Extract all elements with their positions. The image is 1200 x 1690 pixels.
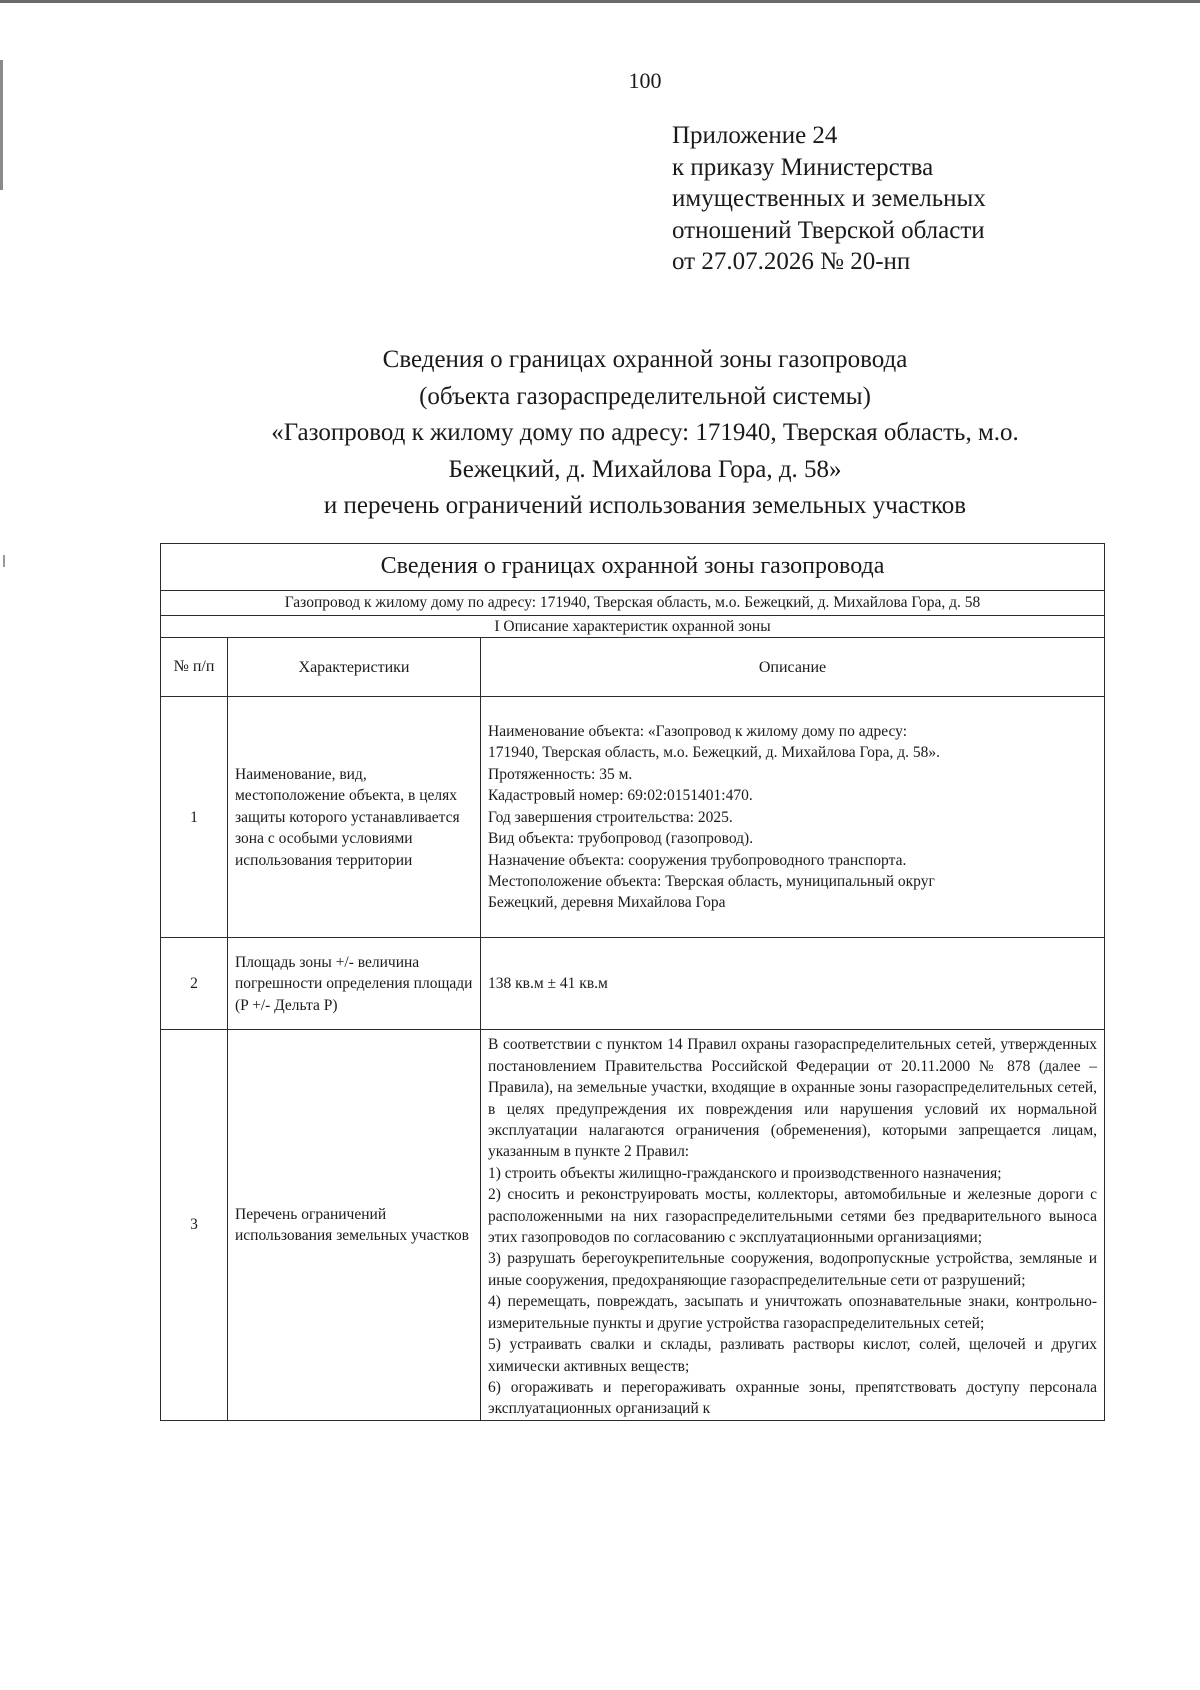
row-number: 2 <box>161 938 228 1030</box>
appendix-line: от 27.07.2026 № 20-нп <box>672 248 911 275</box>
title-line: (объекта газораспределительной системы) <box>419 382 871 410</box>
appendix-line: отношений Тверской области <box>672 216 985 244</box>
row-characteristic: Наименование, вид, местоположение объекта, в целях защиты которого устанавливается зона с особыми условиями использования территории <box>228 697 481 938</box>
description-paragraph: 3) разрушать берегоукрепительные сооружения, водопропускные устройства, земляные и иные сооружения, предохраняющие газораспределительные сети от разрушений; <box>488 1250 1097 1289</box>
description-line: Назначение объекта: сооружения трубопроводного транспорта. <box>488 851 907 869</box>
table-header: Сведения о границах охранной зоны газопровода <box>161 544 1105 591</box>
description-line: Наименование объекта: «Газопровод к жилому дому по адресу: <box>488 723 908 741</box>
appendix-line: Приложение 24 <box>672 122 838 149</box>
row-number: 3 <box>161 1030 228 1420</box>
table-row <box>161 1030 1105 1420</box>
description-line: 171940, Тверская область, м.о. Бежецкий, д. Михайлова Гора, д. 58». <box>488 744 940 762</box>
column-header-characteristics: Характеристики <box>228 638 481 697</box>
table-row <box>161 938 1105 1030</box>
row-description: 138 кв.м ± 41 кв.м <box>481 938 1105 1030</box>
description-paragraph: 5) устраивать свалки и склады, разливать растворы кислот, солей, щелочей и других химически активных веществ; <box>488 1336 1097 1375</box>
scan-edge-top <box>0 0 1200 3</box>
title-line: «Газопровод к жилому дому по адресу: 171940, Тверская область, м.о. <box>271 419 1019 446</box>
row-description <box>481 697 1105 938</box>
appendix-line: имущественных и земельных <box>672 185 986 212</box>
description-line: Протяженность: 35 м. <box>488 765 633 783</box>
page-number: 100 <box>628 68 662 93</box>
table-row <box>161 697 1105 938</box>
row-characteristic: Перечень ограничений использования земельных участков <box>228 1030 481 1420</box>
description-line: Бежецкий, деревня Михайлова Гора <box>488 894 726 912</box>
description-paragraph: 2) сносить и реконструировать мосты, коллекторы, автомобильные и железные дороги с расположенными на них газораспределительными сетями без предварительного выноса этих газопроводов по согласованию с эксплуатационными организациями; <box>488 1186 1097 1247</box>
row-number: 1 <box>161 697 228 938</box>
row-description <box>481 1030 1105 1420</box>
appendix-line: к приказу Министерства <box>672 153 934 181</box>
description-paragraph: 4) перемещать, повреждать, засыпать и уничтожать опознавательные знаки, контрольно-измерительные пункты и другие устройства газораспределительных сетей; <box>488 1293 1097 1332</box>
description-line: Год завершения строительства: 2025. <box>488 808 733 826</box>
description-line: Местоположение объекта: Тверская область, муниципальный округ <box>488 872 935 890</box>
zone-table <box>160 543 1105 1421</box>
title-line: и перечень ограничений использования земельных участков <box>323 492 967 519</box>
row-characteristic: Площадь зоны +/- величина погрешности определения площади (P +/- Дельта P) <box>228 938 481 1030</box>
column-header-number: № п/п <box>161 638 228 697</box>
column-header-description: Описание <box>481 638 1105 697</box>
table-subheader: Газопровод к жилому дому по адресу: 171940, Тверская область, м.о. Бежецкий, д. Михайлова Гора, д. 58 <box>161 591 1105 616</box>
title-line: Сведения о границах охранной зоны газопровода <box>382 346 908 373</box>
description-paragraph: 1) строить объекты жилищно-гражданского и производственного назначения; <box>488 1164 1002 1182</box>
description-paragraph: В соответствии с пунктом 14 Правил охраны газораспределительных сетей, утвержденных постановлением Правительства Российской Федерации от 20.11.2000 № 878 (далее – Правила), на земельные участки, входящие в охранные зоны газораспределительных сетей, в целях предупреждения их повреждения или нарушения условий их нормальной эксплуатации налагаются ограничения (обременения), которыми запрещается лицам, указанным в пункте 2 Правил: <box>488 1036 1097 1161</box>
appendix-block <box>672 120 986 278</box>
description-paragraph: 6) огораживать и перегораживать охранные зоны, препятствовать доступу персонала эксплуатационных организаций к <box>488 1378 1097 1418</box>
title-line: Бежецкий, д. Михайлова Гора, д. 58» <box>448 455 842 483</box>
scan-mark <box>3 555 5 567</box>
document-title <box>160 342 1130 525</box>
description-line: Вид объекта: трубопровод (газопровод). <box>488 830 754 848</box>
table-section-title: I Описание характеристик охранной зоны <box>161 616 1105 638</box>
description-line: Кадастровый номер: 69:02:0151401:470. <box>488 787 753 805</box>
